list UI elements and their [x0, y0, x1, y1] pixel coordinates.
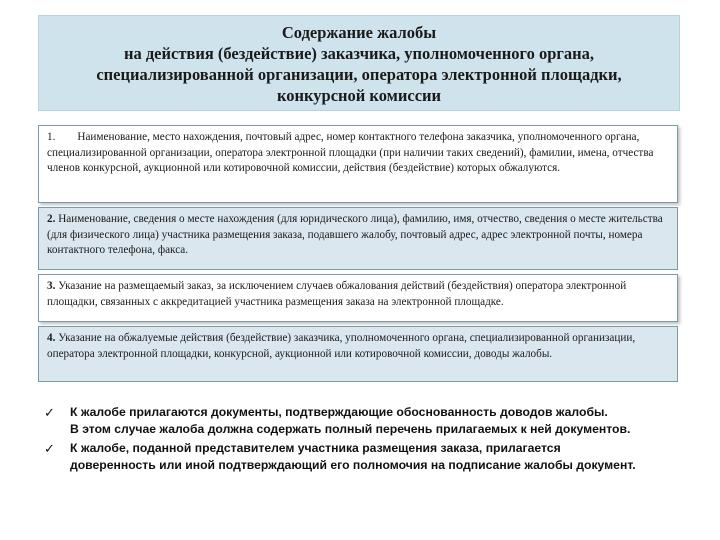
note-item-1	[44, 404, 694, 438]
title-line-1: Содержание жалобы	[281, 23, 437, 42]
requirement-item-3	[38, 274, 678, 322]
note-line-2: доверенность или иной подтверждающий его полномочия на подписание жалобы документ.	[70, 458, 636, 472]
item-text: Наименование, сведения о месте нахождения (для юридического лица), фамилию, имя, отчество, сведения о месте жительства (для физического лица) участника размещения заказа, подавшего жалобу, почтовый адрес, адрес электронной почты, номера контактного телефона, факса.	[47, 213, 663, 257]
item-number: 2.	[47, 213, 56, 225]
note-line-2: В этом случае жалоба должна содержать полный перечень прилагаемых к ней документов.	[70, 422, 631, 436]
note-line-1: К жалобе, поданной представителем участника размещения заказа, прилагается	[70, 441, 561, 455]
checkmark-icon: ✓	[44, 441, 55, 456]
notes-list	[44, 404, 694, 476]
note-text	[70, 404, 630, 438]
note-line-1: К жалобе прилагаются документы, подтверждающие обоснованность доводов жалобы.	[70, 405, 608, 419]
note-text	[70, 440, 636, 474]
title-line-3: специализированной организации, оператора электронной площадки,	[96, 65, 622, 84]
item-number: 3.	[47, 280, 56, 292]
requirement-item-1	[38, 125, 678, 203]
title-line-4: конкурсной комиссии	[276, 86, 442, 105]
title-box	[38, 15, 680, 111]
requirements-list	[38, 125, 678, 386]
title-line-2: на действия (бездействие) заказчика, уполномоченного органа,	[123, 44, 595, 63]
item-text: Указание на размещаемый заказ, за исключением случаев обжалования действий (бездействия) оператора электронной площадки, связанных с аккредитацией участника размещения заказа на электронной площадке.	[47, 280, 627, 308]
checkmark-icon: ✓	[44, 405, 55, 420]
item-number: 4.	[47, 332, 56, 344]
item-text: Указание на обжалуемые действия (бездействие) заказчика, уполномоченного органа, специализированной организации, оператора электронной площадки, конкурсной, аукционной или котировочной комиссии, доводы жалобы.	[47, 332, 636, 360]
requirement-item-4	[38, 326, 678, 382]
item-text: Наименование, место нахождения, почтовый адрес, номер контактного телефона заказчика, уполномоченного органа, специализированной организации, оператора электронной площадки (при наличии таких сведений), фамилии, имена, отчества членов конкурсной, аукционной или котировочной комиссии, действия (бездействие) которых обжалуются.	[47, 131, 654, 175]
item-number: 1.	[47, 131, 56, 143]
note-item-2	[44, 440, 694, 474]
requirement-item-2	[38, 207, 678, 270]
